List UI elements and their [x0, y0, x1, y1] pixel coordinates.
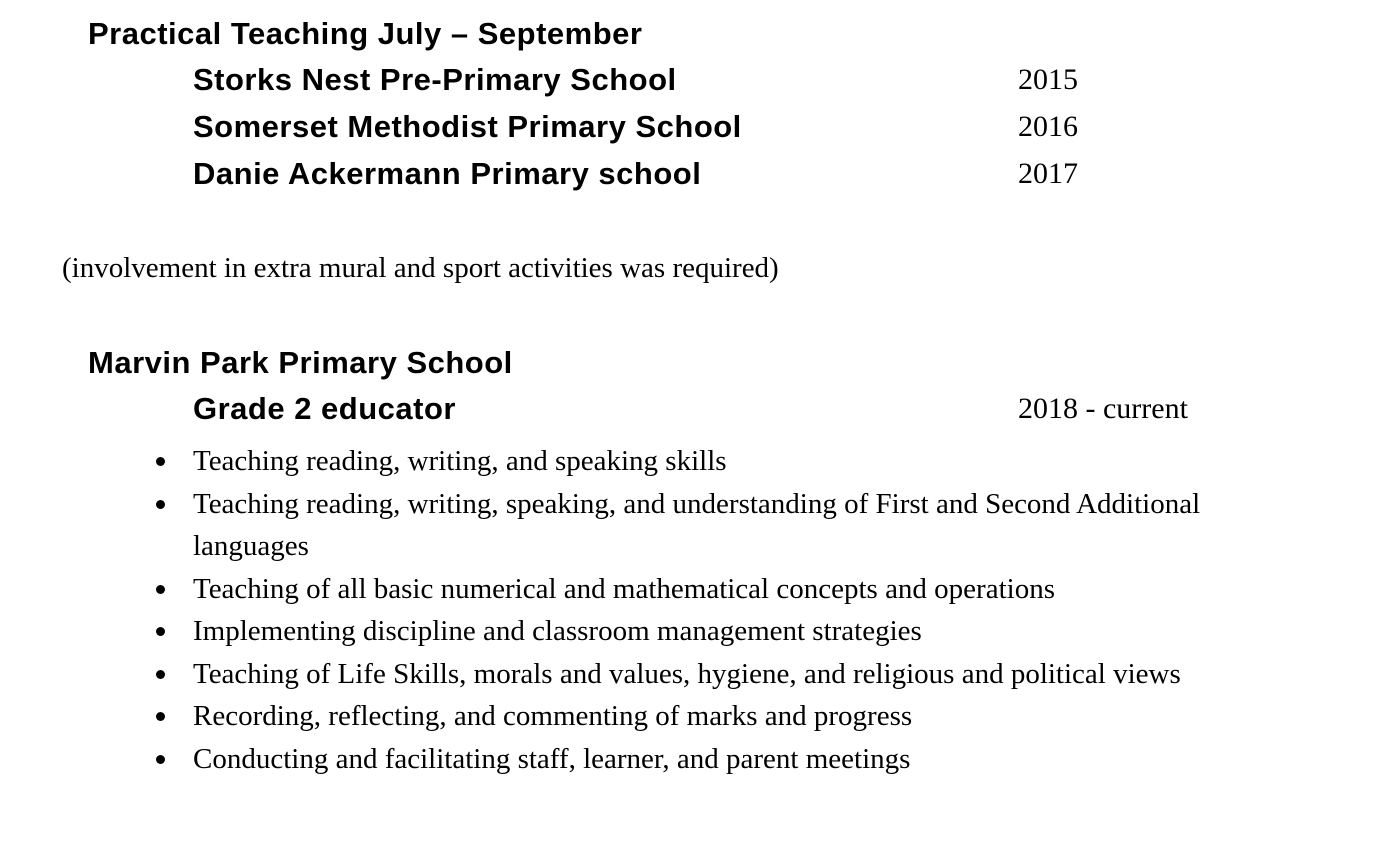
duty-text: Teaching reading, writing, speaking, and understanding of First and Second Additional languages	[193, 487, 1201, 562]
duty-list-item	[193, 695, 1273, 738]
marvin-park-section	[0, 341, 1392, 780]
bullet-icon	[156, 500, 165, 509]
practical-teaching-heading: Practical Teaching July – September	[88, 16, 643, 51]
entry-year: 2017	[1018, 157, 1078, 190]
duty-text: Teaching of Life Skills, morals and values, hygiene, and religious and political views	[193, 657, 1181, 690]
school-entry-row	[0, 150, 1392, 197]
duty-list-item	[193, 568, 1273, 611]
duty-text: Teaching reading, writing, and speaking skills	[193, 445, 727, 477]
duty-list-item	[193, 653, 1273, 696]
school-entry-row	[0, 103, 1392, 150]
duty-text: Implementing discipline and classroom management strategies	[193, 615, 922, 647]
bullet-icon	[156, 457, 165, 466]
duty-text: Recording, reflecting, and commenting of marks and progress	[193, 700, 913, 732]
duty-list-item	[193, 483, 1273, 568]
bullet-icon	[156, 712, 165, 721]
extra-mural-note: (involvement in extra mural and sport activities was required)	[62, 252, 779, 284]
duty-list-item	[193, 738, 1273, 781]
role-period: 2018 - current	[1018, 392, 1188, 425]
entry-year: 2016	[1018, 110, 1078, 143]
school-entry-row	[0, 56, 1392, 103]
school-name: Storks Nest Pre-Primary School	[193, 62, 677, 97]
marvin-park-heading: Marvin Park Primary School	[88, 345, 513, 380]
duty-list-item	[193, 440, 1273, 483]
duty-text: Conducting and facilitating staff, learner, and parent meetings	[193, 742, 911, 775]
role-title: Grade 2 educator	[193, 391, 456, 426]
bullet-icon	[156, 585, 165, 594]
school-name: Somerset Methodist Primary School	[193, 109, 742, 144]
entry-year: 2015	[1018, 63, 1078, 96]
school-name: Danie Ackermann Primary school	[193, 156, 702, 191]
bullet-icon	[156, 755, 165, 764]
bullet-icon	[156, 670, 165, 679]
duty-text: Teaching of all basic numerical and mathematical concepts and operations	[193, 572, 1055, 605]
practical-teaching-section	[0, 12, 1392, 289]
role-row	[0, 385, 1392, 432]
bullet-icon	[156, 627, 165, 636]
duty-list-item	[193, 610, 1273, 653]
duties-list	[0, 440, 1392, 780]
